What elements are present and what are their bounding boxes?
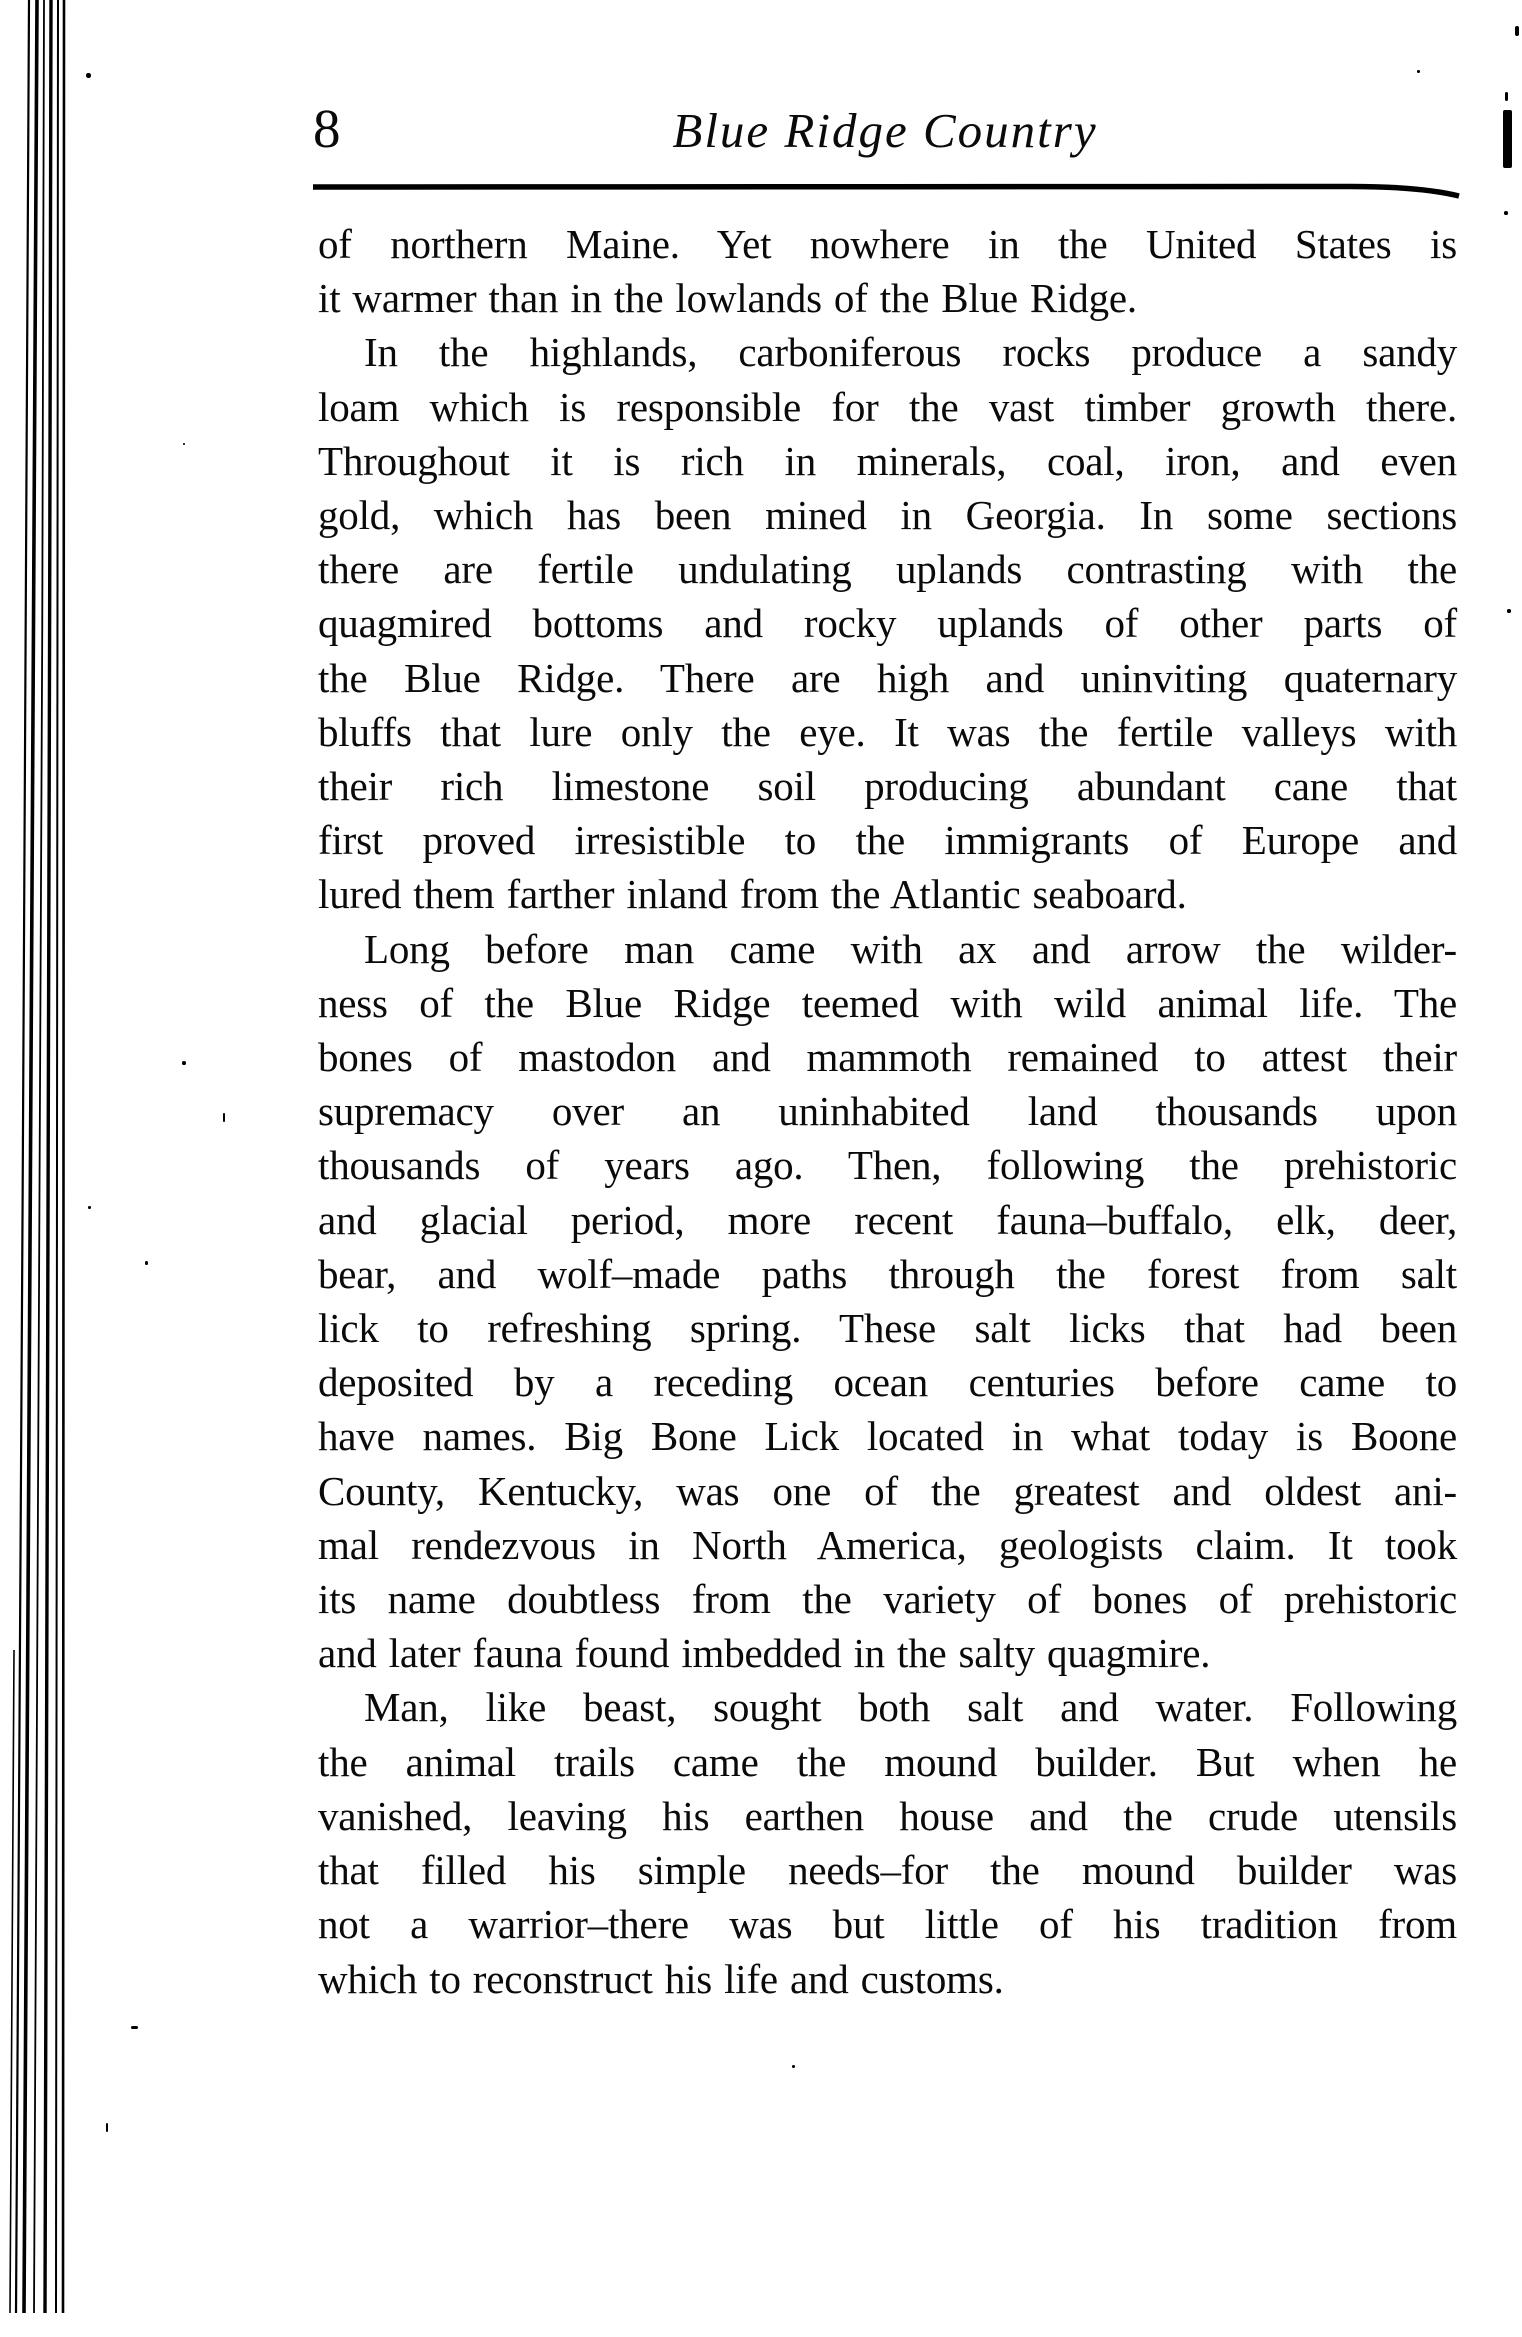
- text-line: lick to refreshing spring. These salt licks that had been: [318, 1305, 1457, 1352]
- text-line: the animal trails came the mound builder. But when he: [318, 1738, 1457, 1785]
- book-binding-artifact: [0, 0, 80, 2337]
- text-line: gold, which has been mined in Georgia. In some sections: [318, 492, 1457, 539]
- text-line: supremacy over an uninhabited land thousands upon: [318, 1088, 1457, 1135]
- text-line: Throughout it is rich in minerals, coal, iron, and even: [318, 437, 1457, 484]
- ink-speck: [792, 2065, 795, 2068]
- text-line: bear, and wolf–made paths through the forest from salt: [318, 1250, 1457, 1297]
- text-line: lured them farther inland from the Atlantic seaboard.: [318, 871, 1187, 918]
- text-line: and glacial period, more recent fauna–buffalo, elk, deer,: [318, 1196, 1457, 1243]
- text-line: which to reconstruct his life and customs.: [318, 1955, 1004, 2002]
- text-line: bluffs that lure only the eye. It was the fertile valleys with: [318, 708, 1457, 755]
- text-line: there are fertile undulating uplands contrasting with the: [318, 546, 1457, 593]
- text-line: and later fauna found imbedded in the salty quagmire.: [318, 1630, 1211, 1677]
- text-line: Long before man came with ax and arrow the wilder-: [364, 925, 1457, 972]
- text-line: bones of mastodon and mammoth remained to attest their: [318, 1034, 1457, 1081]
- ink-blotch: [1503, 110, 1512, 168]
- text-line: ness of the Blue Ridge teemed with wild animal life. The: [318, 979, 1457, 1026]
- text-line: of northern Maine. Yet nowhere in the United States is: [318, 221, 1457, 267]
- text-line: the Blue Ridge. There are high and uninviting quaternary: [318, 654, 1457, 701]
- text-line: In the highlands, carboniferous rocks produce a sandy: [364, 329, 1457, 376]
- body-text: [318, 217, 1457, 2006]
- ink-mark: [1505, 92, 1508, 101]
- ink-mark: [223, 1113, 225, 1122]
- ink-speck: [182, 1061, 186, 1065]
- header-rule: [311, 183, 1471, 205]
- text-line: County, Kentucky, was one of the greatest and oldest ani-: [318, 1467, 1457, 1514]
- text-line: not a warrior–there was but little of his tradition from: [318, 1901, 1457, 1948]
- ink-mark: [106, 2123, 108, 2132]
- running-title: Blue Ridge Country: [672, 103, 1098, 158]
- text-line: have names. Big Bone Lick located in what today is Boone: [318, 1413, 1457, 1460]
- ink-speck: [86, 73, 91, 78]
- ink-mark: [1515, 26, 1519, 36]
- text-line: deposited by a receding ocean centuries before came to: [318, 1359, 1457, 1406]
- ink-speck: [183, 443, 185, 445]
- text-line: first proved irresistible to the immigrants of Europe and: [318, 817, 1457, 864]
- text-line: mal rendezvous in North America, geologists claim. It took: [318, 1521, 1457, 1568]
- text-line: it warmer than in the lowlands of the Blue Ridge.: [318, 275, 1137, 322]
- text-line: vanished, leaving his earthen house and the crude utensils: [318, 1792, 1457, 1839]
- ink-speck: [88, 1206, 91, 1209]
- ink-speck: [1504, 211, 1508, 215]
- page-number: 8: [313, 98, 341, 159]
- ink-speck: [1417, 70, 1420, 73]
- ink-speck: [1507, 609, 1511, 613]
- text-line: quagmired bottoms and rocky uplands of other parts of: [318, 600, 1457, 647]
- text-line: Man, like beast, sought both salt and water. Following: [364, 1684, 1457, 1731]
- ink-speck: [145, 1261, 148, 1265]
- text-line: their rich limestone soil producing abundant cane that: [318, 763, 1457, 810]
- text-line: loam which is responsible for the vast timber growth there.: [318, 383, 1457, 430]
- text-line: that filled his simple needs–for the mound builder was: [318, 1847, 1457, 1894]
- text-line: thousands of years ago. Then, following the prehistoric: [318, 1142, 1457, 1189]
- ink-mark: [131, 2026, 138, 2029]
- text-line: its name doubtless from the variety of bones of prehistoric: [318, 1576, 1457, 1623]
